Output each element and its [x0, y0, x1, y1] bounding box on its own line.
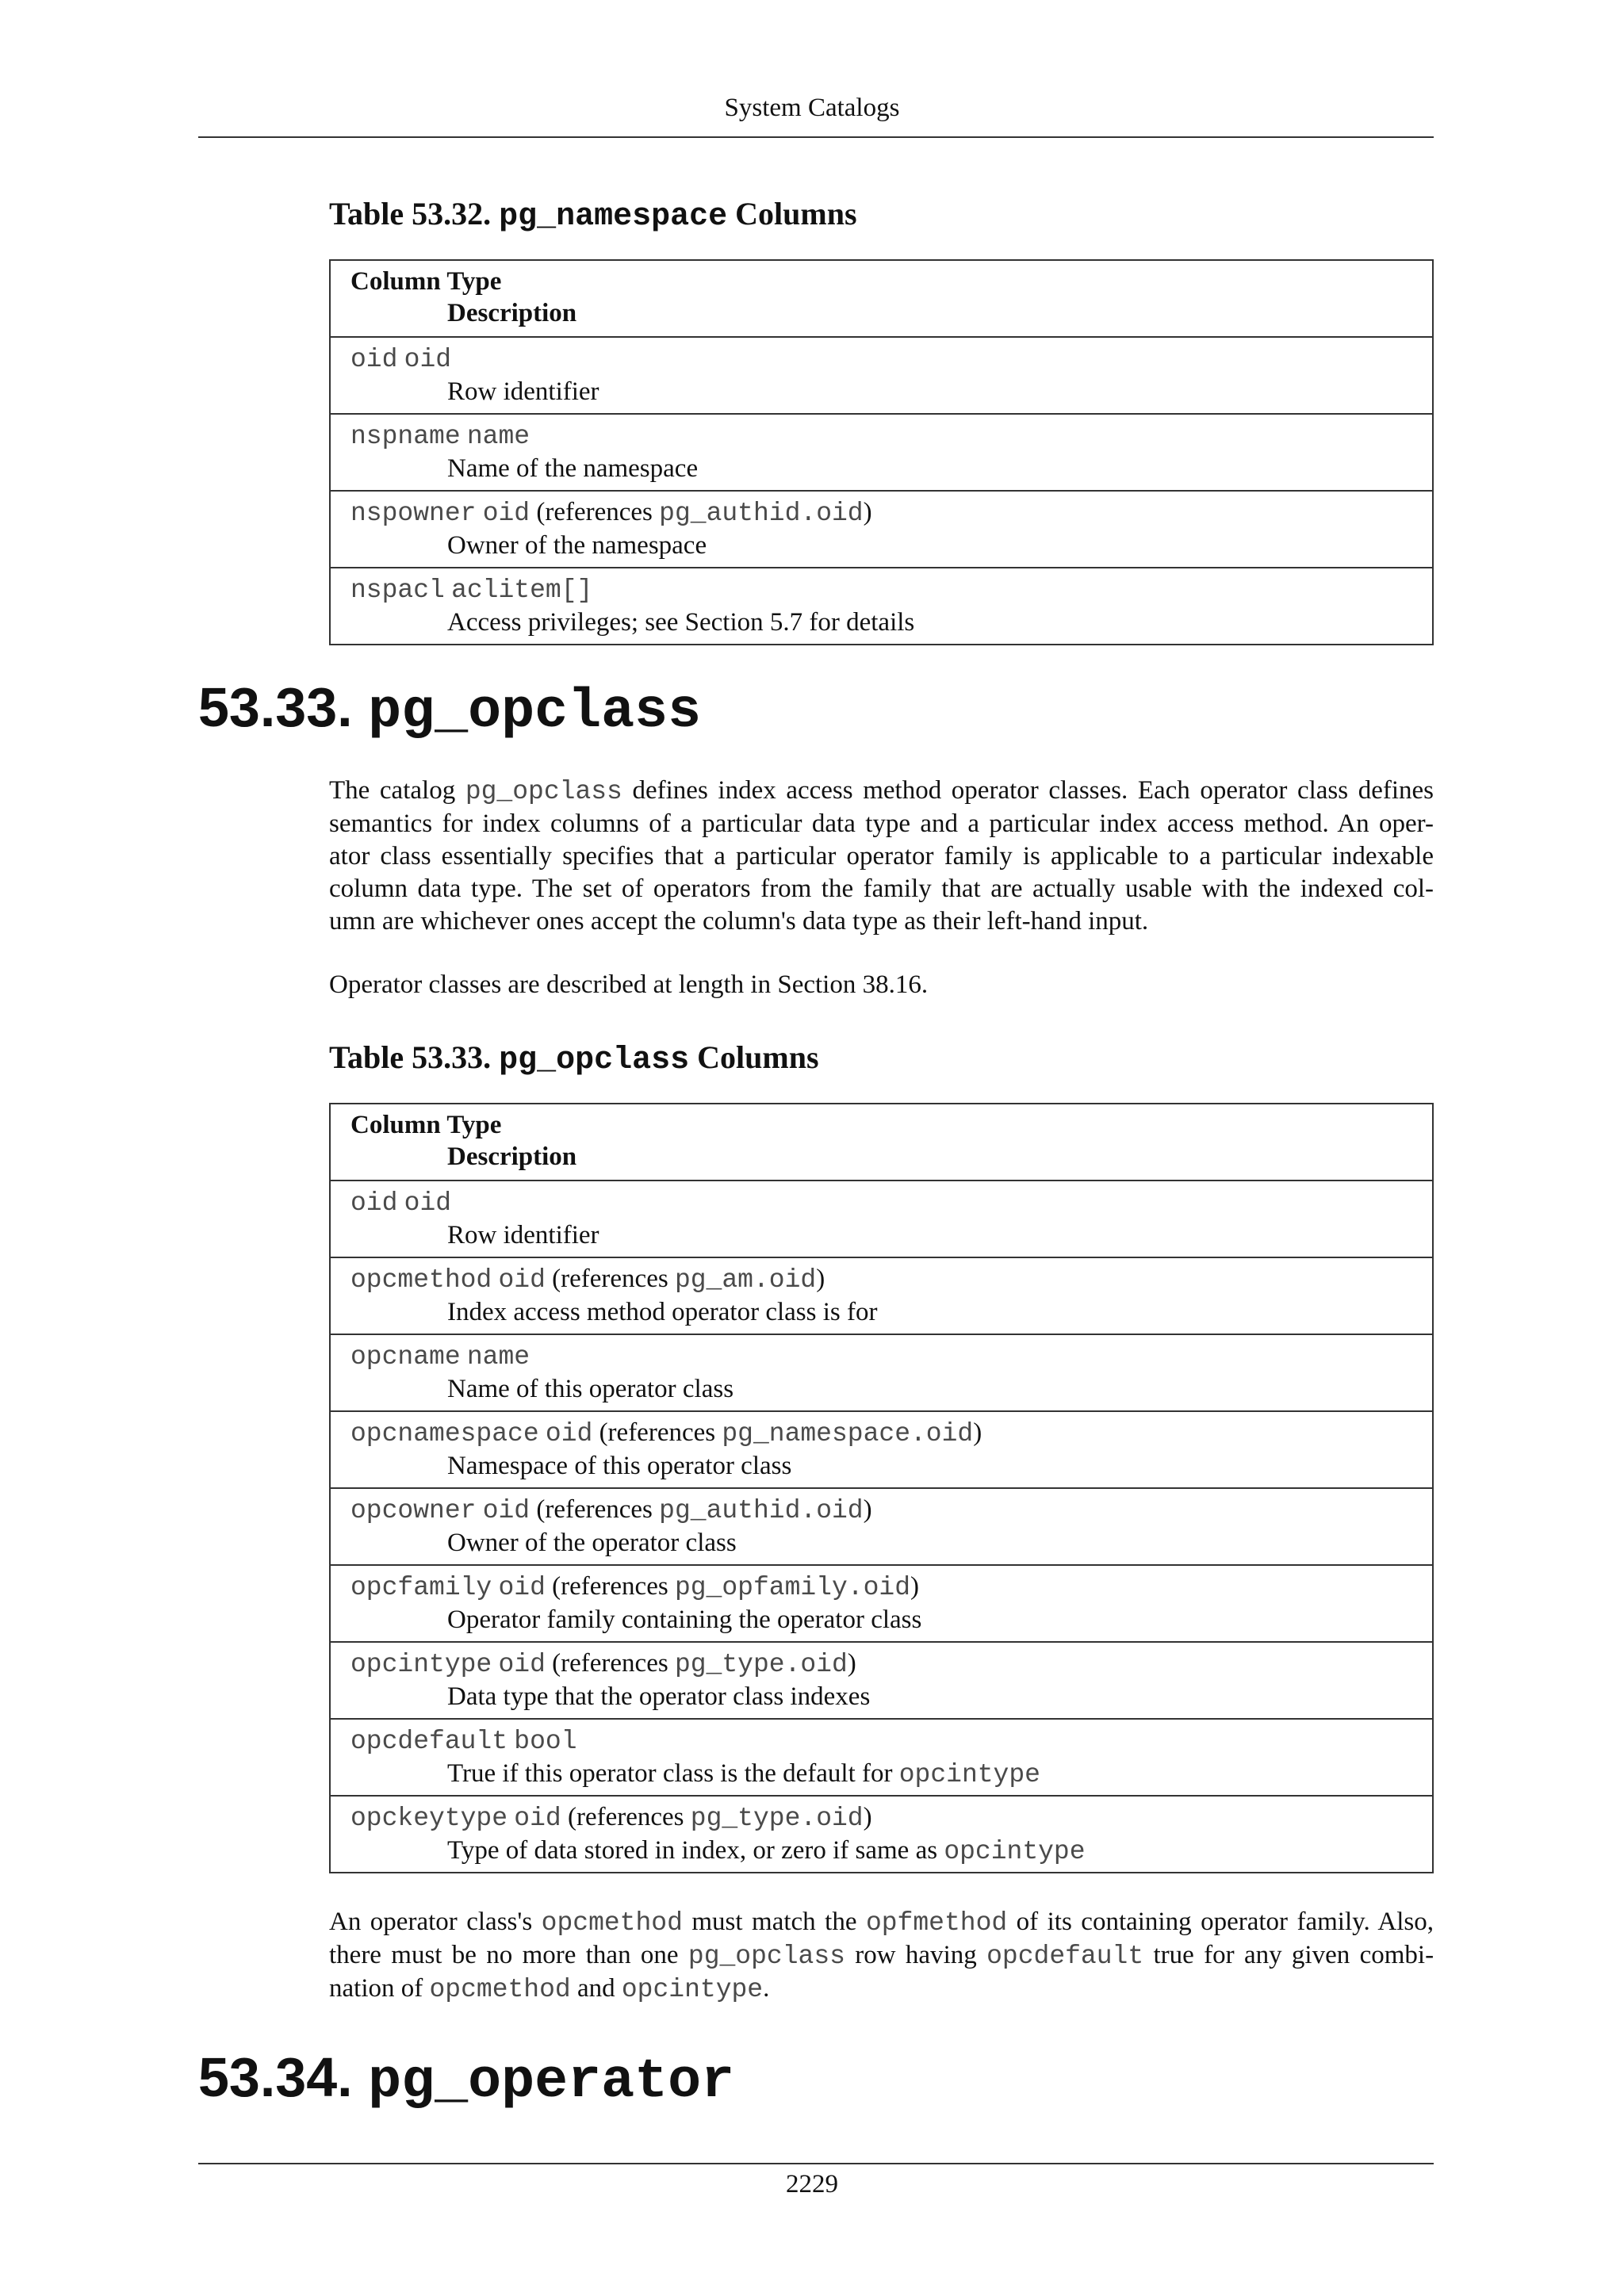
column-name: opcintype	[350, 1650, 492, 1679]
table-header-row	[330, 260, 1433, 337]
text-line: column data type. The set of operators from the family that are actually usable with the indexed col-	[329, 874, 1434, 903]
table-number: Table 53.32.	[329, 196, 492, 232]
column-name: nspacl	[350, 576, 445, 605]
pg-namespace-columns-table	[329, 259, 1434, 645]
column-type: name	[466, 422, 530, 451]
footer-rule	[198, 2163, 1434, 2164]
references-close: )	[816, 1265, 825, 1293]
references-close: )	[973, 1418, 982, 1447]
column-description: Row identifier	[447, 377, 599, 406]
column-type: oid	[545, 1419, 593, 1448]
references-label: (references	[567, 1803, 684, 1831]
table-number: Table 53.33.	[329, 1039, 492, 1075]
table-row	[330, 1334, 1433, 1411]
table-row	[330, 1411, 1433, 1488]
column-type: oid	[404, 1188, 452, 1218]
column-description: Name of this operator class	[447, 1375, 734, 1403]
column-type: oid	[498, 1573, 546, 1602]
text: An operator class's	[329, 1908, 533, 1936]
references-label: (references	[536, 1495, 653, 1524]
table-row	[330, 568, 1433, 645]
running-header: System Catalogs	[724, 94, 900, 122]
references-label: (references	[552, 1649, 668, 1678]
section-catalog-name: pg_opclass	[368, 681, 702, 744]
references-target: pg_authid.oid	[659, 499, 864, 528]
references-close: )	[863, 1495, 872, 1524]
column-type: oid	[514, 1804, 561, 1833]
column-description: Row identifier	[447, 1221, 599, 1249]
column-description: Namespace of this operator class	[447, 1452, 792, 1480]
table-row	[330, 1181, 1433, 1257]
references-close: )	[863, 498, 872, 526]
column-type: bool	[514, 1727, 577, 1756]
inline-code: pg_opclass	[688, 1942, 845, 1971]
table-title-pg-namespace	[329, 195, 857, 235]
column-description: Type of data stored in index, or zero if same as	[447, 1836, 938, 1865]
table-row	[330, 1642, 1433, 1719]
references-label: (references	[552, 1572, 668, 1601]
section-number: 53.34.	[198, 2046, 353, 2108]
text-line: ator class essentially specifies that a particular operator family is applicable to a particular indexable	[329, 842, 1434, 871]
column-name: oid	[350, 1188, 398, 1218]
inline-code: opcdefault	[986, 1942, 1144, 1971]
section-catalog-name: pg_operator	[368, 2051, 735, 2114]
column-type: oid	[498, 1265, 546, 1295]
text: nation of	[329, 1974, 423, 2003]
table-title-pg-opclass	[329, 1039, 819, 1078]
table-row	[330, 491, 1433, 568]
table-catalog-name: pg_namespace	[499, 199, 728, 235]
closing-paragraph	[329, 1906, 1434, 2006]
column-description: Index access method operator class is for	[447, 1298, 878, 1326]
column-name: opcdefault	[350, 1727, 508, 1756]
description-header: Description	[447, 1142, 577, 1171]
references-label: (references	[599, 1418, 716, 1447]
reference-paragraph: Operator classes are described at length in Section 38.16.	[329, 970, 929, 999]
references-label: (references	[536, 498, 653, 526]
references-label: (references	[552, 1265, 668, 1293]
table-row	[330, 414, 1433, 491]
column-description: Owner of the namespace	[447, 531, 707, 560]
inline-code: opcintype	[621, 1975, 764, 2004]
inline-code: opfmethod	[865, 1908, 1008, 1938]
references-target: pg_am.oid	[674, 1265, 817, 1295]
references-target: pg_authid.oid	[659, 1496, 864, 1525]
header-rule	[198, 136, 1434, 138]
column-type-header: Column Type	[350, 267, 502, 296]
table-header-row	[330, 1104, 1433, 1181]
text: defines index access method operator classes. Each operator class defines	[632, 776, 1434, 805]
references-close: )	[863, 1803, 872, 1831]
column-type: aclitem[]	[451, 576, 593, 605]
text: and	[576, 1974, 615, 2003]
table-row	[330, 1565, 1433, 1642]
column-name: nspowner	[350, 499, 477, 528]
column-name: opcname	[350, 1342, 461, 1372]
text-line: semantics for index columns of a particular data type and a particular index access method. An oper-	[329, 809, 1434, 838]
section-number: 53.33.	[198, 676, 353, 738]
page-number: 2229	[786, 2170, 838, 2198]
references-target: pg_type.oid	[674, 1650, 848, 1679]
column-type: name	[466, 1342, 530, 1372]
text: true for any given combi-	[1153, 1941, 1434, 1969]
pg-opclass-columns-table	[329, 1103, 1434, 1873]
references-target: pg_type.oid	[690, 1804, 864, 1833]
inline-code: opcintype	[898, 1760, 1040, 1789]
text: row having	[855, 1941, 977, 1969]
section-heading-pg-operator	[198, 2045, 734, 2114]
references-close: )	[910, 1572, 920, 1601]
text: of its containing operator family. Also,	[1016, 1908, 1434, 1936]
table-title-suffix: Columns	[735, 196, 857, 232]
column-name: oid	[350, 345, 398, 374]
column-description: Data type that the operator class indexes	[447, 1682, 871, 1711]
column-name: nspname	[350, 422, 461, 451]
column-type: oid	[482, 499, 530, 528]
column-name: opcfamily	[350, 1573, 492, 1602]
references-close: )	[847, 1649, 856, 1678]
column-description: Owner of the operator class	[447, 1529, 737, 1557]
column-description: True if this operator class is the default for	[447, 1759, 893, 1788]
description-header: Description	[447, 299, 577, 327]
column-type: oid	[498, 1650, 546, 1679]
column-name: opcowner	[350, 1496, 477, 1525]
inline-code: opcintype	[944, 1837, 1086, 1866]
column-type: oid	[404, 345, 452, 374]
intro-paragraph	[329, 775, 1434, 938]
column-description: Access privileges; see Section 5.7 for details	[447, 608, 915, 637]
references-target: pg_opfamily.oid	[674, 1573, 911, 1602]
column-name: opckeytype	[350, 1804, 508, 1833]
table-row	[330, 1796, 1433, 1873]
column-name: opcnamespace	[350, 1419, 539, 1448]
text-line: umn are whichever ones accept the column's data type as their left-hand input.	[329, 907, 1149, 936]
column-type: oid	[482, 1496, 530, 1525]
inline-code: pg_opclass	[465, 777, 622, 806]
text: .	[763, 1974, 770, 2003]
section-heading-pg-opclass	[198, 675, 701, 744]
table-row	[330, 1257, 1433, 1334]
text: there must be no more than one	[329, 1941, 679, 1969]
column-description: Operator family containing the operator class	[447, 1605, 922, 1634]
column-name: opcmethod	[350, 1265, 492, 1295]
column-type-header: Column Type	[350, 1111, 502, 1139]
references-target: pg_namespace.oid	[722, 1419, 974, 1448]
column-description: Name of the namespace	[447, 454, 699, 483]
inline-code: opcmethod	[541, 1908, 683, 1938]
table-catalog-name: pg_opclass	[499, 1043, 690, 1078]
text: The catalog	[329, 776, 456, 805]
table-row	[330, 1488, 1433, 1565]
inline-code: opcmethod	[429, 1975, 571, 2004]
text: must match the	[691, 1908, 857, 1936]
table-row	[330, 337, 1433, 414]
table-row	[330, 1719, 1433, 1796]
table-title-suffix: Columns	[697, 1039, 819, 1075]
